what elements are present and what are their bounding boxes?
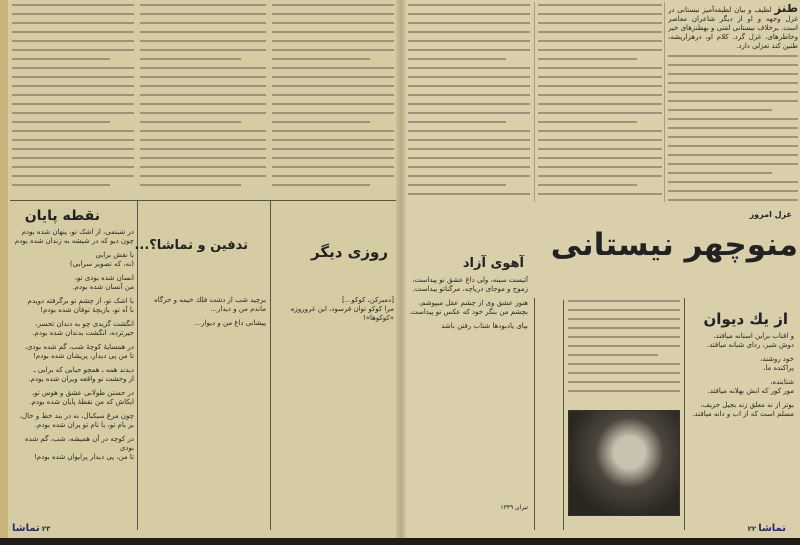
text-line	[12, 76, 134, 78]
poem-line: انسان شده بودی تو،	[74, 274, 134, 282]
text-line	[140, 85, 266, 87]
text-line	[538, 94, 662, 96]
text-line	[140, 67, 266, 69]
text-line	[668, 118, 798, 120]
text-line	[12, 85, 134, 87]
text-line	[408, 67, 530, 69]
text-line	[538, 148, 662, 150]
poem-line: ماندم من و دیدار...	[210, 305, 266, 313]
text-line	[140, 175, 266, 177]
poem-line: در شبتمی، از اشک تو، پنهان شده بودم	[21, 228, 134, 236]
poem-title: از یك دیوان	[703, 310, 788, 328]
text-line	[538, 121, 637, 123]
text-line	[140, 130, 266, 132]
text-line	[538, 13, 662, 15]
text-line	[140, 94, 266, 96]
text-line	[408, 4, 530, 6]
poem-line: آتیست سینه، ولی داغ عشق تو پیداست،	[412, 276, 528, 284]
poem-line: در کوچه در آن همیشه، شب، گم شده بودی	[25, 435, 134, 452]
text-line	[538, 31, 662, 33]
text-line	[140, 58, 241, 60]
poem-body	[690, 332, 794, 522]
text-line	[12, 112, 134, 114]
text-line	[668, 181, 798, 183]
text-line	[668, 73, 798, 75]
text-line	[272, 175, 394, 177]
text-line	[538, 49, 662, 51]
poem-title: نقطه پایان	[24, 208, 100, 224]
poem-body	[274, 296, 394, 518]
poem-line: در همسایهٔ کوچهٔ شب، گم شده بودی،	[24, 343, 134, 351]
text-line	[538, 40, 662, 42]
text-line	[408, 175, 530, 177]
text-line	[408, 94, 530, 96]
title-wrap	[548, 228, 798, 264]
text-line	[12, 175, 134, 177]
text-line	[12, 67, 134, 69]
poem-line: دوش شیر، ردای شبانه میافتد.	[706, 341, 794, 349]
text-line	[538, 184, 637, 186]
divider	[10, 200, 396, 201]
text-line	[408, 40, 530, 42]
text-line	[12, 166, 134, 168]
poem-body	[14, 228, 134, 518]
poem-line: انگشت گزیدی چو به دندان تحسر،	[35, 320, 134, 328]
text-line	[12, 94, 134, 96]
text-line	[140, 76, 266, 78]
text-line	[140, 103, 266, 105]
text-line	[538, 130, 662, 132]
text-line	[408, 85, 530, 87]
text-line	[140, 40, 266, 42]
text-line	[272, 148, 394, 150]
text-line	[538, 175, 662, 177]
text-line	[12, 121, 110, 123]
divider	[563, 300, 564, 530]
poem-title: تدفین و تماشا؟...	[134, 238, 248, 253]
poem-line: (نه، که تصویر سرابی)	[69, 260, 134, 268]
poem-line: هنوز عشق وی از چشم عقل میپوشم،	[418, 299, 528, 307]
text-line	[538, 58, 637, 60]
text-lines	[12, 4, 134, 186]
text-line	[272, 40, 394, 42]
scan-border	[0, 538, 800, 545]
text-line	[272, 49, 394, 51]
intro-line: و او از دیگر شاعران معاصر است. برخلاف	[668, 15, 798, 32]
text-line	[272, 121, 370, 123]
text-line	[140, 139, 266, 141]
text-lines	[668, 55, 798, 204]
text-line	[140, 31, 266, 33]
poem-date: تیران ۱۳۴۹	[500, 504, 528, 511]
text-line	[538, 22, 662, 24]
text-line	[272, 22, 394, 24]
poem-line: خود روشند،	[760, 355, 794, 363]
page-gutter	[396, 0, 406, 538]
intro-line: گرد. کلام او، درهزاریشه، طنین کند تعزلی دارد.	[668, 33, 798, 50]
poem-line: تا من، پی دیدار پرایوان شده بودم!	[33, 453, 134, 461]
poem-line: بپای یادبودها شتاب رفتن باشد	[441, 322, 528, 330]
text-line	[568, 309, 680, 311]
text-line	[668, 163, 798, 165]
text-line	[140, 4, 266, 6]
page-number: ۲۲	[747, 525, 757, 533]
section-label: غزل امروز	[749, 210, 792, 219]
left-page	[0, 0, 400, 538]
text-line	[538, 139, 662, 141]
poem-line: من آنسان شده بودم.	[72, 283, 134, 291]
text-line	[668, 64, 798, 66]
text-line	[12, 22, 134, 24]
text-line	[408, 184, 506, 186]
text-lines	[272, 4, 394, 186]
text-line	[12, 139, 134, 141]
text-line	[272, 157, 394, 159]
poem-line: در جستن طولانی عشق و هوس تو،	[31, 389, 134, 397]
page-edge	[0, 0, 8, 538]
text-line	[568, 300, 680, 302]
text-line	[668, 172, 772, 174]
text-line	[538, 4, 662, 6]
text-line	[272, 139, 394, 141]
text-line	[408, 148, 530, 150]
text-line	[538, 193, 662, 195]
text-line	[408, 76, 530, 78]
text-line	[668, 136, 798, 138]
text-line	[568, 336, 680, 338]
text-line	[668, 127, 798, 129]
text-line	[538, 157, 662, 159]
text-line	[668, 91, 798, 93]
article-column	[12, 4, 134, 194]
poem-line: و افتاب براین استانه میافتد،	[713, 332, 794, 340]
text-line	[272, 67, 394, 69]
article-column	[408, 4, 530, 204]
text-line	[538, 112, 662, 114]
text-line	[668, 100, 798, 102]
poet-portrait-photo	[568, 410, 680, 516]
poet-name-title: منوچهر نیستانی	[550, 227, 798, 263]
text-line	[668, 145, 798, 147]
poem-line: پیشانی داغ من و دیوار...	[194, 319, 266, 327]
text-line	[140, 121, 241, 123]
poem-line: با آه تو، بازیچهٔ توفان شده بودم!	[40, 306, 134, 314]
text-line	[408, 22, 530, 24]
text-line	[568, 372, 680, 374]
text-line	[668, 82, 798, 84]
intro-line: لطیف و بیان لطیفه‌آمیز نیستانی در غزل وجهه	[668, 6, 798, 23]
text-line	[140, 22, 266, 24]
poem-line: مسلم است که از اب و دانه میافتد.	[692, 410, 794, 418]
text-line	[272, 94, 394, 96]
divider	[684, 298, 685, 530]
text-lines	[538, 4, 662, 195]
text-line	[408, 121, 506, 123]
text-line	[140, 157, 266, 159]
text-line	[140, 166, 266, 168]
text-line	[272, 31, 394, 33]
text-line	[272, 184, 370, 186]
text-line	[568, 354, 658, 356]
text-line	[408, 13, 530, 15]
text-line	[568, 318, 680, 320]
divider	[534, 2, 535, 202]
article-column	[668, 4, 798, 204]
poem-body	[142, 296, 266, 518]
text-line	[568, 381, 680, 383]
text-line	[538, 166, 662, 168]
text-line	[538, 103, 662, 105]
text-line	[12, 130, 134, 132]
article-column	[140, 4, 266, 194]
text-line	[568, 345, 680, 347]
text-line	[538, 85, 662, 87]
text-line	[408, 139, 530, 141]
poem-line: با نقش برابی	[95, 251, 134, 259]
poem-line: چون مرغ سبکبال، نه در بند خط و خال،	[19, 412, 134, 420]
text-line	[668, 154, 798, 156]
text-line	[140, 13, 266, 15]
text-line	[568, 390, 680, 392]
text-line	[140, 148, 266, 150]
text-line	[408, 31, 530, 33]
text-line	[408, 103, 530, 105]
poem-body	[408, 276, 528, 496]
text-line	[538, 76, 662, 78]
text-line	[408, 193, 530, 195]
text-line	[408, 157, 530, 159]
text-line	[12, 148, 134, 150]
text-line	[668, 199, 798, 201]
page-number: ۲۳	[41, 525, 51, 533]
text-line	[12, 103, 134, 105]
article-column	[272, 4, 394, 194]
text-line	[408, 49, 530, 51]
poem-line: بچشم من بنگر خود که عکس تو پیداست.	[408, 308, 528, 316]
divider	[270, 200, 271, 530]
poem-line: چون دیو که در شیشه به زندان شده بودم	[14, 237, 134, 245]
poem-line: بوتر از نه معلق زند بجیل حریف،	[700, 401, 794, 409]
text-line	[272, 13, 394, 15]
text-line	[12, 31, 134, 33]
text-line	[538, 67, 662, 69]
poem-line: از وحشت تو واقعه ویران شده بودم.	[28, 375, 134, 383]
poem-line: با اشک تو، از چشم تو برگرفته دویدم	[27, 297, 134, 305]
text-line	[272, 166, 394, 168]
text-line	[272, 4, 394, 6]
text-line	[12, 40, 134, 42]
text-line	[668, 190, 798, 192]
text-line	[140, 112, 266, 114]
text-line	[12, 49, 134, 51]
text-line	[272, 76, 394, 78]
poem-title: آهوی آزاد	[462, 256, 524, 271]
text-line	[272, 58, 370, 60]
poem-line: پراکنده ما،	[763, 364, 794, 372]
text-lines	[568, 300, 680, 392]
text-line	[12, 13, 134, 15]
poem-line: مرا کوکو توان فرسود، این غروروزه «کوکوها»!	[290, 305, 394, 322]
article-column	[538, 4, 662, 204]
text-line	[12, 157, 134, 159]
logo-text: تماشا	[758, 523, 786, 534]
article-column	[568, 300, 680, 405]
poem-line: مور کور که ابش بهلانه میافتد.	[707, 387, 794, 395]
poem-line: برچید شب از دشت فلك خیمه و خرگاه	[154, 296, 266, 304]
text-line	[568, 327, 680, 329]
text-lines	[408, 4, 530, 195]
poem-title: روزی دیگر	[311, 243, 388, 261]
text-line	[272, 103, 394, 105]
intro-line: نیستانی لفتی و بهطنزهای خیر وخاطرهای، غزل	[668, 24, 798, 41]
poem-line: زموج و موجای دریاچه، مرگناتو پیداست.	[412, 285, 528, 293]
text-line	[12, 184, 110, 186]
logo-text: تماشا	[12, 523, 40, 534]
poem-line: تا من پی دیدار، پریشان شده بودم!	[33, 352, 134, 360]
poem-line: حیرتزده، انگشت بدندان شده بودم.	[32, 329, 134, 337]
text-line	[140, 184, 241, 186]
text-line	[12, 4, 134, 6]
magazine-logo	[746, 523, 786, 534]
magazine-logo	[12, 523, 52, 534]
text-line	[408, 166, 530, 168]
text-line	[668, 55, 798, 57]
text-line	[272, 130, 394, 132]
poem-line: شتابنده،	[770, 378, 794, 386]
intro-heading: طنز	[774, 4, 798, 15]
text-line	[12, 58, 110, 60]
text-line	[140, 49, 266, 51]
poem-line: دیدند همه ـ همچو حبابی که برابی ـ	[33, 366, 134, 374]
poem-line: [دمبرکن، کوکو...]	[341, 296, 394, 304]
text-line	[408, 112, 530, 114]
text-line	[568, 363, 680, 365]
text-lines	[140, 4, 266, 186]
divider	[534, 298, 535, 530]
text-line	[668, 109, 772, 111]
poem-line: ایکاش که من نقطهٔ پایان شده بودم.	[29, 398, 134, 406]
divider	[664, 2, 665, 202]
text-line	[408, 58, 506, 60]
text-line	[408, 130, 530, 132]
text-line	[272, 85, 394, 87]
right-page	[400, 0, 800, 538]
text-line	[272, 112, 394, 114]
poem-line: بر بام تو، با نام تو پران شده بودم.	[34, 421, 134, 429]
